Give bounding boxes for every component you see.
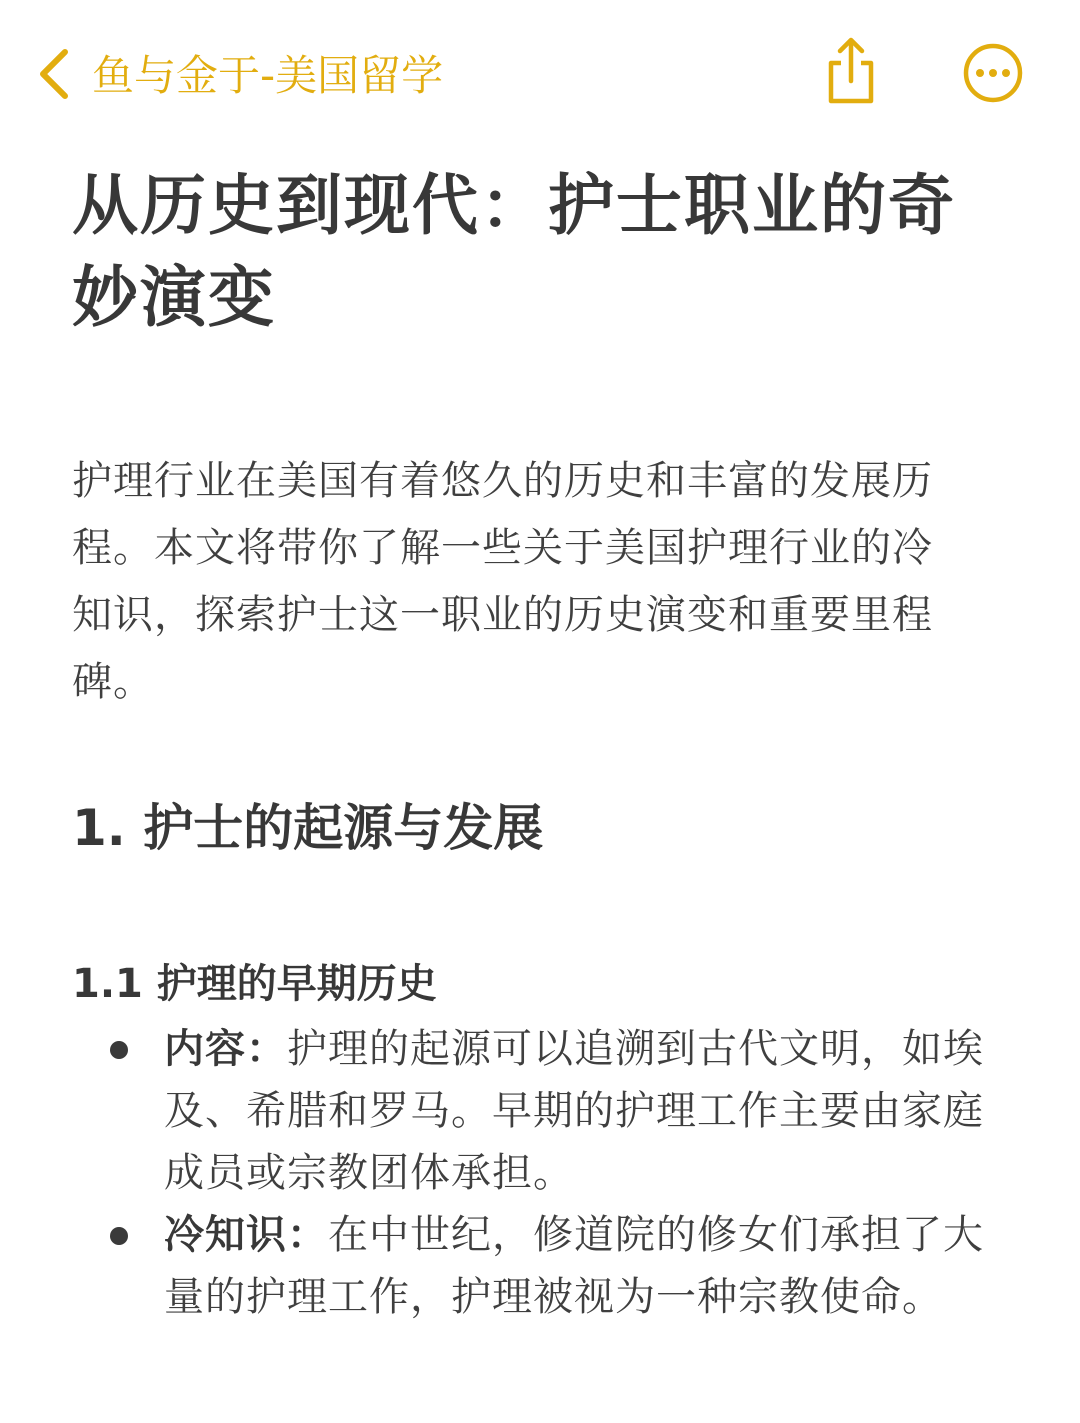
note-content [72,160,1012,1328]
more-button[interactable] [960,42,1026,108]
article-title: 从历史到现代：护士职业的奇妙演变 [72,167,956,336]
bullet-icon [110,1227,128,1245]
share-button[interactable] [818,36,884,112]
share-icon [823,37,879,111]
list-item [72,1018,1012,1204]
intro-paragraph: 护理行业在美国有着悠久的历史和丰富的发展历程。本文将带你了解一些关于美国护理行业的冷知识，探索护士这一职业的历史演变和重要里程碑。 [72,458,933,705]
subsection-heading: 1.1 护理的早期历史 [72,961,437,1007]
chevron-left-icon [37,48,71,104]
bullet-icon [110,1041,128,1059]
bullet-text: 在中世纪，修道院的修女们承担了大量的护理工作，护理被视为一种宗教使命。 [164,1212,984,1320]
bullet-label: 冷知识： [164,1212,328,1258]
nav-title[interactable]: 鱼与金于-美国留学 [92,51,444,100]
more-dots-icon [962,42,1024,108]
navigation-bar [0,0,1080,150]
bullet-label: 内容： [164,1026,287,1072]
bullet-text: 护理的起源可以追溯到古代文明，如埃及、希腊和罗马。早期的护理工作主要由家庭成员或宗教团体承担。 [164,1026,984,1196]
back-button[interactable] [28,46,80,106]
section-heading: 1. 护士的起源与发展 [72,799,544,857]
list-item [72,1204,1012,1328]
bullet-list [72,1018,1012,1328]
